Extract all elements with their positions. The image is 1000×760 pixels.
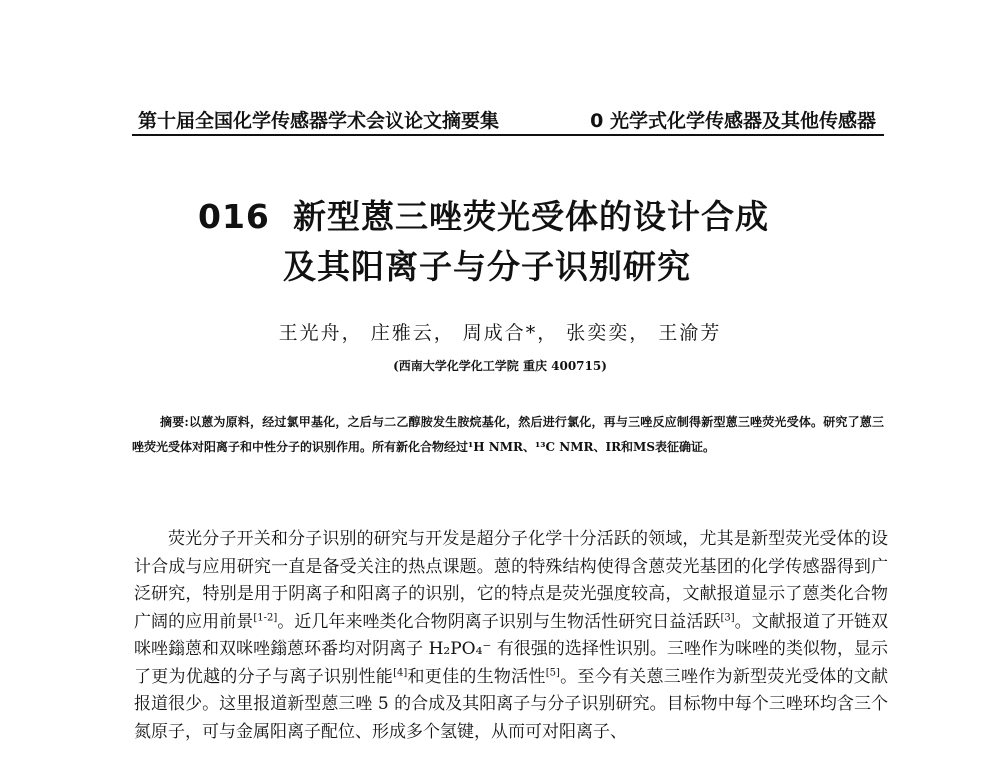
title-line-1: 新型蒽三唑荧光受体的设计合成 (293, 197, 769, 236)
abstract: 摘要:以蒽为原料，经过氯甲基化，之后与二乙醇胺发生胺烷基化，然后进行氯化，再与三唑反应制得新型蒽三唑荧光受体。研究了蒽三唑荧光受体对阳离子和中性分子的识别作用。所有新化合物经过¹H NMR、¹³C NMR、IR和MS表征确证。 (132, 415, 884, 454)
header-section-title: 0 光学式化学传感器及其他传感器 (590, 110, 876, 132)
body-text-4: 和更佳的生物活性 (407, 666, 546, 687)
citation-ref: [5] (545, 666, 560, 678)
body-text-1: 荧光分子开关和分子识别的研究与开发是超分子化学十分活跃的领域，尤其是新型荧光受体的设计合成与应用研究一直是备受关注的热点课题。蒽的特殊结构使得含蒽荧光基团的化学传感器得到广泛研究，特别是用于阴离子和阳离子的识别，它的特点是荧光强度较高，文献报道显示了蒽类化合物广阔的应用前景 (134, 529, 888, 632)
citation-ref: [4] (393, 666, 408, 678)
body-text-5: 。至今有关蒽三唑作为新型荧光受体的文献报道很少。这里报道新型蒽三唑 5 的合成及其阳离子与分子识别研究。目标物中每个三唑环均含三个氮原子，可与金属阳离子配位、形成多个氢键，从而可对阳离子、 (134, 666, 889, 742)
body-text-2: 。近几年来唑类化合物阴离子识别与生物活性研究日益活跃 (277, 611, 721, 632)
body-paragraph (134, 526, 888, 746)
body-text-3: 。文献报道了开链双咪唑鎓蒽和双咪唑鎓蒽环番均对阴离子 H₂PO₄⁻ 有很强的选择性识别。三唑作为咪唑的类似物，显示了更为优越的分子与离子识别性能 (134, 611, 889, 687)
authors: 王光舟， 庄雅云， 周成合*， 张奕奕， 王渝芳 (278, 322, 722, 344)
title-line-2: 及其阳离子与分子识别研究 (283, 247, 691, 286)
affiliation: (西南大学化学化工学院 重庆 400715) (393, 359, 607, 373)
header-proceedings-title: 第十届全国化学传感器学术会议论文摘要集 (138, 110, 500, 132)
paper-number: 016 (198, 197, 270, 236)
citation-ref: [3] (720, 611, 735, 623)
citation-ref: [1-2] (253, 611, 278, 623)
running-header (132, 104, 884, 136)
